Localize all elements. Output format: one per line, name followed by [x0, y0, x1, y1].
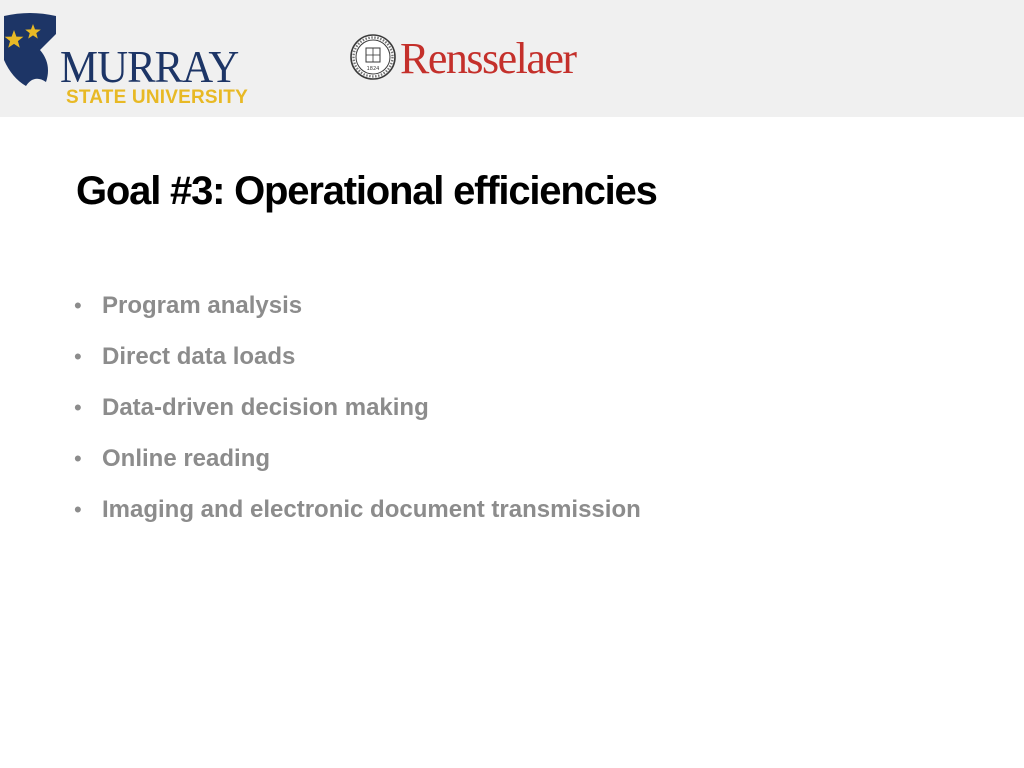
murray-state-logo	[0, 8, 290, 112]
slide-title: Goal #3: Operational efficiencies	[76, 169, 657, 213]
rensselaer-seal-year: 1824	[366, 66, 380, 72]
bullet-text: Data-driven decision making	[102, 394, 429, 421]
bullet-mark: •	[74, 497, 82, 522]
rensselaer-wordmark: Rensselaer	[400, 34, 576, 83]
bullet-mark: •	[74, 395, 82, 420]
bullet-text: Direct data loads	[102, 343, 296, 370]
bullet-mark: •	[74, 446, 82, 471]
logo-header-band	[0, 0, 1024, 117]
bullet-text: Imaging and electronic document transmission	[102, 496, 641, 523]
bullet-text: Program analysis	[102, 292, 303, 319]
rensselaer-seal-icon	[350, 33, 396, 81]
rensselaer-logo	[350, 33, 610, 85]
bullet-text: Online reading	[102, 445, 271, 472]
murray-shield-icon	[0, 12, 62, 92]
murray-wordmark: MURRAY	[60, 41, 239, 92]
bullet-mark: •	[74, 293, 82, 318]
bullet-mark: •	[74, 344, 82, 369]
murray-subtitle: STATE UNIVERSITY	[66, 87, 248, 108]
